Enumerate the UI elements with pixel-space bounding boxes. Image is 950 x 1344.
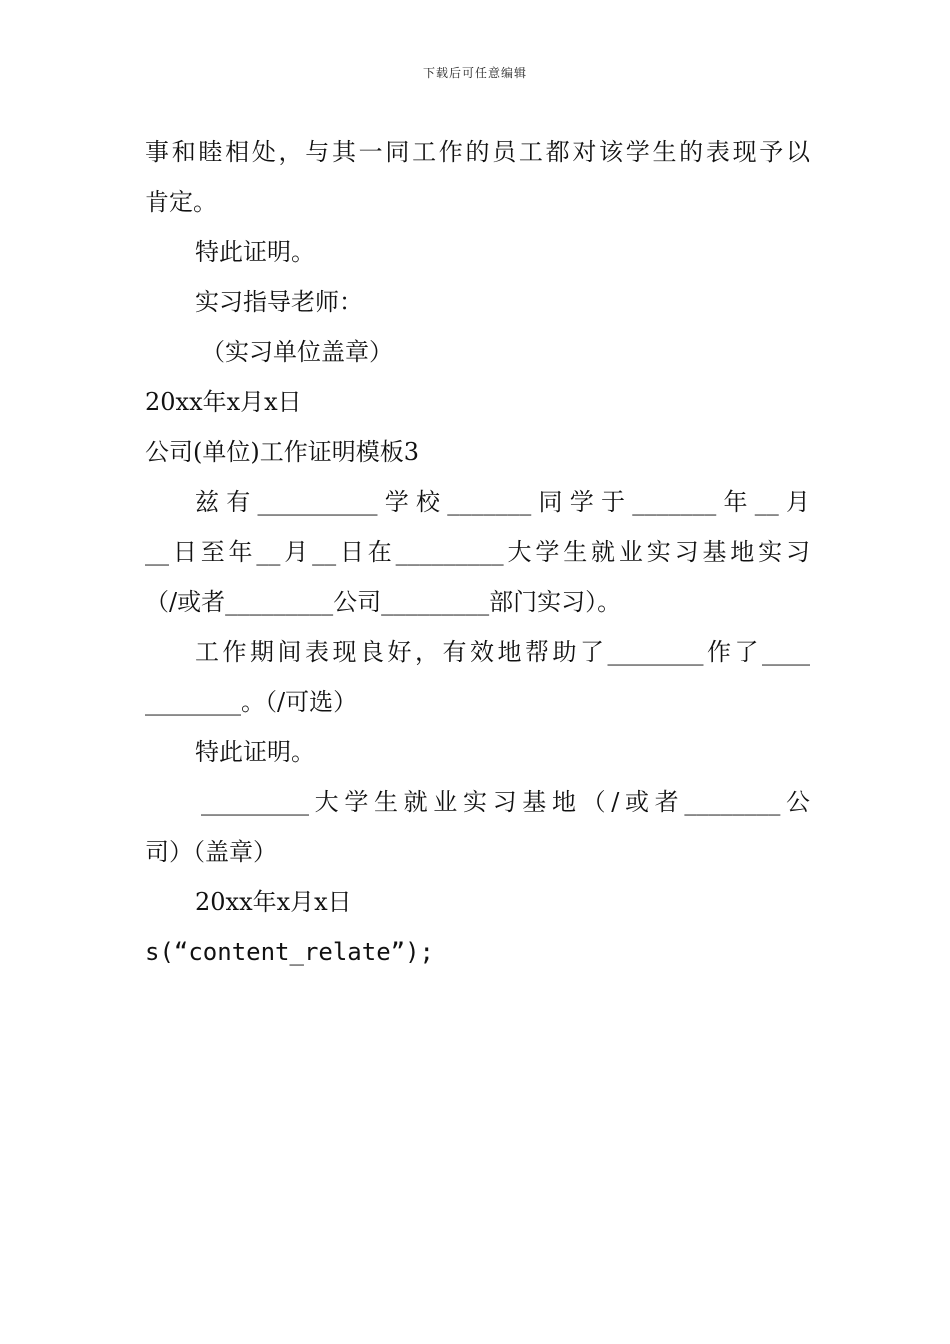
certification-line-2: 特此证明。 <box>195 738 315 766</box>
date-line-2: 20xx年x月x日 <box>195 888 352 916</box>
internship-advisor-line: 实习指导老师： <box>195 288 363 316</box>
base-seal-line-1: _________大学生就业实习基地（/或者________公 <box>201 788 810 816</box>
performance-line-1: 工作期间表现良好，有效地帮助了________作了____ <box>195 638 810 666</box>
certification-line: 特此证明。 <box>195 238 315 266</box>
paragraph-line-1: 事和睦相处，与其一同工作的员工都对该学生的表现予以 <box>145 138 810 166</box>
template-line-2: __日至年__月__日在_________大学生就业实习基地实习 <box>145 538 810 566</box>
paragraph-line-2: 肯定。 <box>145 188 217 216</box>
template-line-3: （/或者_________公司_________部门实习）。 <box>145 588 622 616</box>
date-line-1: 20xx年x月x日 <box>145 388 302 416</box>
seal-line: （实习单位盖章） <box>201 338 393 366</box>
template-line-1: 兹有__________学校_______同学于_______年__月 <box>195 488 810 516</box>
performance-line-2: ________。（/可选） <box>145 688 358 716</box>
script-code-line: s(“content_relate”); <box>145 938 434 966</box>
page-header: 下载后可任意编辑 <box>422 66 527 80</box>
document-body <box>145 127 810 977</box>
base-seal-line-2: 司）（盖章） <box>145 838 277 866</box>
template-title: 公司(单位)工作证明模板3 <box>145 438 419 466</box>
